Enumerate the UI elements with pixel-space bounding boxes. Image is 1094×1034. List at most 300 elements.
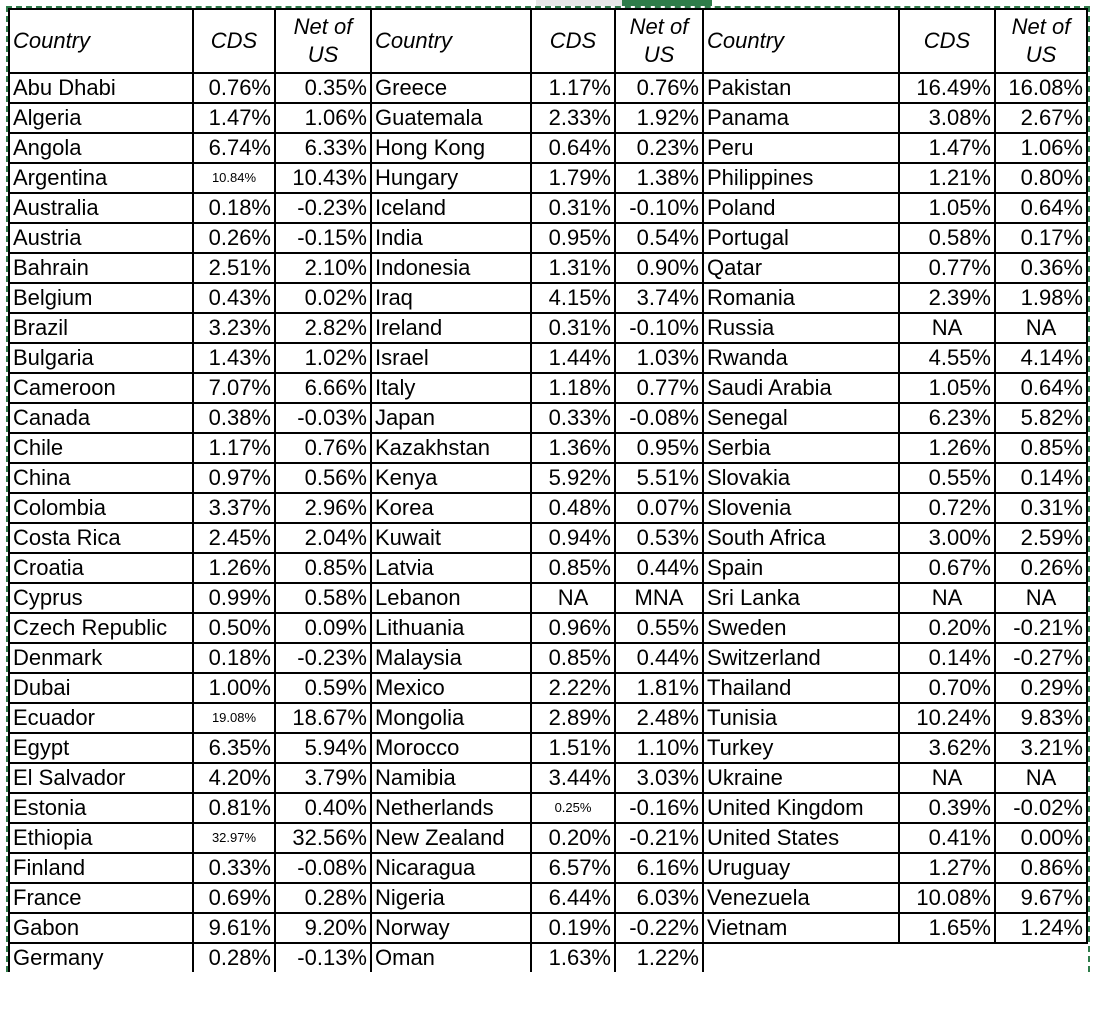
cds-cell[interactable]: 0.28% [193, 943, 275, 972]
country-cell[interactable]: Hungary [371, 163, 531, 193]
net-of-us-cell[interactable]: 0.31% [995, 493, 1087, 523]
cds-cell[interactable]: 1.05% [899, 373, 995, 403]
country-cell[interactable]: Ireland [371, 313, 531, 343]
country-cell[interactable]: Austria [9, 223, 193, 253]
country-cell[interactable]: Tunisia [703, 703, 899, 733]
table-row [9, 283, 1087, 313]
net-of-us-cell[interactable]: 0.36% [995, 253, 1087, 283]
country-cell[interactable]: Philippines [703, 163, 899, 193]
net-of-us-cell[interactable]: 1.38% [615, 163, 703, 193]
cds-cell[interactable]: 1.51% [531, 733, 615, 763]
net-of-us-cell[interactable]: -0.21% [995, 613, 1087, 643]
country-cell[interactable]: Bahrain [9, 253, 193, 283]
cds-cell[interactable]: 0.48% [531, 493, 615, 523]
net-of-us-cell[interactable]: 2.96% [275, 493, 371, 523]
net-of-us-cell[interactable]: 0.64% [995, 373, 1087, 403]
cds-cell[interactable]: 7.07% [193, 373, 275, 403]
net-of-us-cell[interactable]: NA [995, 313, 1087, 343]
country-cell[interactable]: Bulgaria [9, 343, 193, 373]
country-cell[interactable]: Indonesia [371, 253, 531, 283]
cds-cell[interactable]: 0.70% [899, 673, 995, 703]
cds-cell[interactable]: 6.35% [193, 733, 275, 763]
country-cell[interactable]: Russia [703, 313, 899, 343]
header-cds[interactable]: CDS [531, 9, 615, 73]
cds-cell[interactable]: 0.72% [899, 493, 995, 523]
net-of-us-cell[interactable]: 1.92% [615, 103, 703, 133]
cds-cell[interactable]: 1.21% [899, 163, 995, 193]
cds-cell[interactable]: 1.00% [193, 673, 275, 703]
country-cell[interactable]: Korea [371, 493, 531, 523]
table-row [9, 253, 1087, 283]
net-of-us-cell[interactable]: 5.82% [995, 403, 1087, 433]
net-of-us-cell[interactable]: -0.03% [275, 403, 371, 433]
country-cell[interactable]: Australia [9, 193, 193, 223]
net-of-us-cell[interactable]: 18.67% [275, 703, 371, 733]
country-cell[interactable]: Netherlands [371, 793, 531, 823]
country-cell[interactable]: Sweden [703, 613, 899, 643]
net-of-us-cell[interactable]: -0.21% [615, 823, 703, 853]
header-country[interactable]: Country [703, 9, 899, 73]
table-row [9, 133, 1087, 163]
country-cell[interactable]: Greece [371, 73, 531, 103]
cds-cell[interactable]: 0.85% [531, 643, 615, 673]
net-of-us-cell[interactable]: 0.00% [995, 823, 1087, 853]
net-of-us-cell[interactable]: 0.85% [275, 553, 371, 583]
cds-cell[interactable]: 1.65% [899, 913, 995, 943]
cds-cell[interactable]: NA [899, 763, 995, 793]
cds-cell[interactable]: 0.33% [531, 403, 615, 433]
country-cell[interactable]: Kazakhstan [371, 433, 531, 463]
cds-cell[interactable]: 0.55% [899, 463, 995, 493]
country-cell[interactable]: Estonia [9, 793, 193, 823]
net-of-us-cell[interactable]: -0.27% [995, 643, 1087, 673]
country-cell[interactable]: Cyprus [9, 583, 193, 613]
country-cell[interactable]: Algeria [9, 103, 193, 133]
cds-cell[interactable]: NA [531, 583, 615, 613]
cds-cell[interactable]: 5.92% [531, 463, 615, 493]
cds-cell[interactable]: 0.31% [531, 313, 615, 343]
cds-cell[interactable]: 1.47% [899, 133, 995, 163]
net-of-us-cell[interactable]: 6.66% [275, 373, 371, 403]
header-country[interactable]: Country [9, 9, 193, 73]
country-cell[interactable]: Croatia [9, 553, 193, 583]
net-of-us-cell[interactable]: 2.48% [615, 703, 703, 733]
country-cell[interactable]: Mexico [371, 673, 531, 703]
cds-cell[interactable]: 10.84% [193, 163, 275, 193]
net-of-us-cell[interactable]: 1.24% [995, 913, 1087, 943]
cds-cell[interactable]: 1.36% [531, 433, 615, 463]
cds-cell[interactable]: 3.62% [899, 733, 995, 763]
country-cell[interactable]: Serbia [703, 433, 899, 463]
country-cell[interactable]: Ethiopia [9, 823, 193, 853]
cds-cell[interactable]: 1.17% [193, 433, 275, 463]
country-cell[interactable]: South Africa [703, 523, 899, 553]
cds-cell[interactable]: 6.23% [899, 403, 995, 433]
country-cell[interactable]: Vietnam [703, 913, 899, 943]
country-cell[interactable]: Romania [703, 283, 899, 313]
country-cell[interactable]: Ecuador [9, 703, 193, 733]
cds-cell[interactable]: 2.51% [193, 253, 275, 283]
country-cell[interactable]: Spain [703, 553, 899, 583]
country-cell[interactable]: China [9, 463, 193, 493]
cds-cell[interactable]: 1.26% [193, 553, 275, 583]
cds-cell[interactable]: 0.18% [193, 193, 275, 223]
spreadsheet-selection[interactable] [6, 6, 1090, 972]
country-cell[interactable]: Kenya [371, 463, 531, 493]
header-net-of-us[interactable] [275, 9, 371, 73]
net-of-us-cell[interactable]: 9.67% [995, 883, 1087, 913]
country-cell[interactable]: Ukraine [703, 763, 899, 793]
net-of-us-cell[interactable]: 1.03% [615, 343, 703, 373]
cds-cell[interactable]: 6.57% [531, 853, 615, 883]
country-cell[interactable]: Norway [371, 913, 531, 943]
country-cell[interactable]: Venezuela [703, 883, 899, 913]
country-cell[interactable]: Namibia [371, 763, 531, 793]
net-of-us-cell[interactable]: 0.56% [275, 463, 371, 493]
cds-cell[interactable]: 0.25% [531, 793, 615, 823]
table-row [9, 313, 1087, 343]
table-row [9, 913, 1087, 943]
net-of-us-cell[interactable]: 3.79% [275, 763, 371, 793]
country-cell[interactable]: India [371, 223, 531, 253]
net-of-us-cell[interactable]: -0.16% [615, 793, 703, 823]
cds-cell[interactable]: 3.37% [193, 493, 275, 523]
net-of-us-cell[interactable]: 1.02% [275, 343, 371, 373]
cds-cell[interactable]: 1.44% [531, 343, 615, 373]
country-cell[interactable]: Turkey [703, 733, 899, 763]
net-of-us-cell[interactable]: 0.85% [995, 433, 1087, 463]
empty-cell[interactable] [899, 943, 995, 972]
net-of-us-cell[interactable]: 3.21% [995, 733, 1087, 763]
country-cell[interactable]: Portugal [703, 223, 899, 253]
country-cell[interactable]: Pakistan [703, 73, 899, 103]
net-of-us-cell[interactable]: 6.16% [615, 853, 703, 883]
net-of-us-cell[interactable]: NA [995, 583, 1087, 613]
net-of-us-cell[interactable]: 0.17% [995, 223, 1087, 253]
net-of-us-cell[interactable]: 0.86% [995, 853, 1087, 883]
cds-cell[interactable]: 3.00% [899, 523, 995, 553]
cds-cell[interactable]: 0.76% [193, 73, 275, 103]
country-cell[interactable]: Saudi Arabia [703, 373, 899, 403]
country-cell[interactable]: Latvia [371, 553, 531, 583]
country-cell[interactable]: Kuwait [371, 523, 531, 553]
cds-cell[interactable]: 2.45% [193, 523, 275, 553]
table-row [9, 673, 1087, 703]
country-cell[interactable]: United Kingdom [703, 793, 899, 823]
net-of-us-cell[interactable]: 0.29% [995, 673, 1087, 703]
country-cell[interactable]: Egypt [9, 733, 193, 763]
country-cell[interactable]: Costa Rica [9, 523, 193, 553]
net-of-us-cell[interactable]: 0.09% [275, 613, 371, 643]
country-cell[interactable]: Finland [9, 853, 193, 883]
country-cell[interactable]: Iceland [371, 193, 531, 223]
header-net-line2: US [643, 42, 675, 67]
cds-cell[interactable]: 0.33% [193, 853, 275, 883]
net-of-us-cell[interactable]: 1.81% [615, 673, 703, 703]
country-cell[interactable]: Gabon [9, 913, 193, 943]
cds-cell[interactable]: 2.89% [531, 703, 615, 733]
country-cell[interactable]: Malaysia [371, 643, 531, 673]
country-cell[interactable]: Iraq [371, 283, 531, 313]
country-cell[interactable]: Colombia [9, 493, 193, 523]
cds-cell[interactable]: 1.17% [531, 73, 615, 103]
net-of-us-cell[interactable]: 0.76% [615, 73, 703, 103]
cds-cell[interactable]: 0.97% [193, 463, 275, 493]
country-cell[interactable]: Denmark [9, 643, 193, 673]
header-net-line2: US [307, 42, 339, 67]
cds-cell[interactable]: NA [899, 583, 995, 613]
net-of-us-cell[interactable]: 2.59% [995, 523, 1087, 553]
cds-cell[interactable]: 0.99% [193, 583, 275, 613]
net-of-us-cell[interactable]: 5.94% [275, 733, 371, 763]
net-of-us-cell[interactable]: 0.35% [275, 73, 371, 103]
net-of-us-cell[interactable]: 0.26% [995, 553, 1087, 583]
country-cell[interactable]: Cameroon [9, 373, 193, 403]
net-of-us-cell[interactable]: 0.54% [615, 223, 703, 253]
net-of-us-cell[interactable]: 0.80% [995, 163, 1087, 193]
cds-cell[interactable]: 1.79% [531, 163, 615, 193]
cds-cell[interactable]: 32.97% [193, 823, 275, 853]
cds-cell[interactable]: 0.77% [899, 253, 995, 283]
net-of-us-cell[interactable]: 9.20% [275, 913, 371, 943]
net-of-us-cell[interactable]: 6.33% [275, 133, 371, 163]
cds-cell[interactable]: 1.26% [899, 433, 995, 463]
net-of-us-cell[interactable]: 10.43% [275, 163, 371, 193]
net-of-us-cell[interactable]: 1.06% [995, 133, 1087, 163]
table-row [9, 103, 1087, 133]
net-of-us-cell[interactable]: -0.15% [275, 223, 371, 253]
net-of-us-cell[interactable]: 0.58% [275, 583, 371, 613]
cds-cell[interactable]: 0.94% [531, 523, 615, 553]
country-cell[interactable]: Israel [371, 343, 531, 373]
net-of-us-cell[interactable]: 32.56% [275, 823, 371, 853]
cds-cell[interactable]: 0.58% [899, 223, 995, 253]
cds-cell[interactable]: 0.20% [899, 613, 995, 643]
net-of-us-cell[interactable]: -0.22% [615, 913, 703, 943]
cds-cell[interactable]: 0.14% [899, 643, 995, 673]
cds-cell[interactable]: 4.20% [193, 763, 275, 793]
cds-cell[interactable]: 3.23% [193, 313, 275, 343]
cds-cell[interactable]: 0.50% [193, 613, 275, 643]
header-net-of-us[interactable] [615, 9, 703, 73]
country-cell[interactable]: Slovakia [703, 463, 899, 493]
net-of-us-cell[interactable]: 0.44% [615, 643, 703, 673]
net-of-us-cell[interactable]: -0.10% [615, 313, 703, 343]
cds-cell[interactable]: 3.08% [899, 103, 995, 133]
table-row [9, 883, 1087, 913]
net-of-us-cell[interactable]: 0.02% [275, 283, 371, 313]
table-row [9, 343, 1087, 373]
country-cell[interactable]: Morocco [371, 733, 531, 763]
cds-cell[interactable]: 0.31% [531, 193, 615, 223]
table-row [9, 373, 1087, 403]
net-of-us-cell[interactable]: -0.02% [995, 793, 1087, 823]
table-row [9, 493, 1087, 523]
country-cell[interactable]: Slovenia [703, 493, 899, 523]
country-cell[interactable]: Germany [9, 943, 193, 972]
net-of-us-cell[interactable]: MNA [615, 583, 703, 613]
net-of-us-cell[interactable]: 2.67% [995, 103, 1087, 133]
cds-cell[interactable]: 10.24% [899, 703, 995, 733]
cds-cell[interactable]: 3.44% [531, 763, 615, 793]
country-cell[interactable]: France [9, 883, 193, 913]
net-of-us-cell[interactable]: -0.08% [275, 853, 371, 883]
cds-cell[interactable]: 0.96% [531, 613, 615, 643]
cds-cell[interactable]: 0.95% [531, 223, 615, 253]
cds-cell[interactable]: 1.63% [531, 943, 615, 972]
net-of-us-cell[interactable]: 1.22% [615, 943, 703, 972]
cds-cell[interactable]: 0.38% [193, 403, 275, 433]
net-of-us-cell[interactable]: 2.04% [275, 523, 371, 553]
net-of-us-cell[interactable]: 1.10% [615, 733, 703, 763]
cds-cell[interactable]: 19.08% [193, 703, 275, 733]
cds-cell[interactable]: 1.27% [899, 853, 995, 883]
cds-cell[interactable]: 1.47% [193, 103, 275, 133]
cds-cell[interactable]: 0.64% [531, 133, 615, 163]
cds-cell[interactable]: 0.26% [193, 223, 275, 253]
country-cell[interactable]: Poland [703, 193, 899, 223]
country-cell[interactable]: Qatar [703, 253, 899, 283]
cds-cell[interactable]: 4.55% [899, 343, 995, 373]
cds-cell[interactable]: 0.41% [899, 823, 995, 853]
cds-cell[interactable]: 2.39% [899, 283, 995, 313]
cds-cell[interactable]: 6.74% [193, 133, 275, 163]
country-cell[interactable]: Abu Dhabi [9, 73, 193, 103]
net-of-us-cell[interactable]: 0.23% [615, 133, 703, 163]
country-cell[interactable]: Canada [9, 403, 193, 433]
country-cell[interactable]: Dubai [9, 673, 193, 703]
net-of-us-cell[interactable]: 0.64% [995, 193, 1087, 223]
cds-cell[interactable]: 0.19% [531, 913, 615, 943]
net-of-us-cell[interactable]: 2.10% [275, 253, 371, 283]
country-cell[interactable]: Angola [9, 133, 193, 163]
country-cell[interactable]: Panama [703, 103, 899, 133]
net-of-us-cell[interactable]: 6.03% [615, 883, 703, 913]
table-row [9, 943, 1087, 972]
country-cell[interactable]: Senegal [703, 403, 899, 433]
cds-cell[interactable]: NA [899, 313, 995, 343]
net-of-us-cell[interactable]: 0.40% [275, 793, 371, 823]
header-country[interactable]: Country [371, 9, 531, 73]
net-of-us-cell[interactable]: 5.51% [615, 463, 703, 493]
cds-cell[interactable]: 0.39% [899, 793, 995, 823]
country-cell[interactable]: Nigeria [371, 883, 531, 913]
country-cell[interactable]: Hong Kong [371, 133, 531, 163]
net-of-us-cell[interactable]: 9.83% [995, 703, 1087, 733]
country-cell[interactable]: Uruguay [703, 853, 899, 883]
country-cell[interactable]: Japan [371, 403, 531, 433]
empty-cell[interactable] [995, 943, 1087, 972]
net-of-us-cell[interactable]: 0.14% [995, 463, 1087, 493]
net-of-us-cell[interactable]: 1.98% [995, 283, 1087, 313]
cds-cell[interactable]: 1.18% [531, 373, 615, 403]
country-cell[interactable]: Italy [371, 373, 531, 403]
cds-cell[interactable]: 0.85% [531, 553, 615, 583]
cds-cell[interactable]: 6.44% [531, 883, 615, 913]
cds-cell[interactable]: 0.18% [193, 643, 275, 673]
cds-cell[interactable]: 0.81% [193, 793, 275, 823]
country-cell[interactable]: Mongolia [371, 703, 531, 733]
country-cell[interactable]: Chile [9, 433, 193, 463]
cds-cell[interactable]: 4.15% [531, 283, 615, 313]
net-of-us-cell[interactable]: 0.53% [615, 523, 703, 553]
country-cell[interactable]: Nicaragua [371, 853, 531, 883]
net-of-us-cell[interactable]: 16.08% [995, 73, 1087, 103]
net-of-us-cell[interactable]: 4.14% [995, 343, 1087, 373]
net-of-us-cell[interactable]: NA [995, 763, 1087, 793]
country-cell[interactable]: Brazil [9, 313, 193, 343]
net-of-us-cell[interactable]: 0.77% [615, 373, 703, 403]
country-cell[interactable]: Lithuania [371, 613, 531, 643]
net-of-us-cell[interactable]: -0.23% [275, 193, 371, 223]
net-of-us-cell[interactable]: 3.74% [615, 283, 703, 313]
cds-cell[interactable]: 10.08% [899, 883, 995, 913]
cds-cell[interactable]: 0.67% [899, 553, 995, 583]
table-row [9, 163, 1087, 193]
net-of-us-cell[interactable]: -0.23% [275, 643, 371, 673]
header-cds[interactable]: CDS [899, 9, 995, 73]
cds-cell[interactable]: 9.61% [193, 913, 275, 943]
country-cell[interactable]: Thailand [703, 673, 899, 703]
net-of-us-cell[interactable]: 1.06% [275, 103, 371, 133]
cds-cell[interactable]: 2.22% [531, 673, 615, 703]
net-of-us-cell[interactable]: 0.76% [275, 433, 371, 463]
net-of-us-cell[interactable]: -0.10% [615, 193, 703, 223]
net-of-us-cell[interactable]: 0.44% [615, 553, 703, 583]
table-row [9, 583, 1087, 613]
header-net-line1: Net of [1011, 14, 1071, 39]
cds-cell[interactable]: 0.43% [193, 283, 275, 313]
net-of-us-cell[interactable]: 0.59% [275, 673, 371, 703]
empty-cell[interactable] [703, 943, 899, 972]
cds-cell[interactable]: 0.69% [193, 883, 275, 913]
net-of-us-cell[interactable]: 0.95% [615, 433, 703, 463]
country-cell[interactable]: Guatemala [371, 103, 531, 133]
header-cds[interactable]: CDS [193, 9, 275, 73]
cds-cell[interactable]: 1.43% [193, 343, 275, 373]
country-cell[interactable]: Switzerland [703, 643, 899, 673]
country-cell[interactable]: Sri Lanka [703, 583, 899, 613]
net-of-us-cell[interactable]: 0.07% [615, 493, 703, 523]
table-body [9, 73, 1087, 972]
country-cell[interactable]: Peru [703, 133, 899, 163]
cds-cell[interactable]: 2.33% [531, 103, 615, 133]
net-of-us-cell[interactable]: 0.90% [615, 253, 703, 283]
country-cell[interactable]: Czech Republic [9, 613, 193, 643]
cds-cell[interactable]: 1.05% [899, 193, 995, 223]
header-net-of-us[interactable] [995, 9, 1087, 73]
country-cell[interactable]: New Zealand [371, 823, 531, 853]
net-of-us-cell[interactable]: 0.28% [275, 883, 371, 913]
cds-cell[interactable]: 16.49% [899, 73, 995, 103]
country-cell[interactable]: Belgium [9, 283, 193, 313]
country-cell[interactable]: Rwanda [703, 343, 899, 373]
cds-cell[interactable]: 0.20% [531, 823, 615, 853]
net-of-us-cell[interactable]: 0.55% [615, 613, 703, 643]
country-cell[interactable]: Lebanon [371, 583, 531, 613]
country-cell[interactable]: Oman [371, 943, 531, 972]
net-of-us-cell[interactable]: -0.13% [275, 943, 371, 972]
country-cell[interactable]: El Salvador [9, 763, 193, 793]
net-of-us-cell[interactable]: -0.08% [615, 403, 703, 433]
net-of-us-cell[interactable]: 2.82% [275, 313, 371, 343]
country-cell[interactable]: United States [703, 823, 899, 853]
country-cell[interactable]: Argentina [9, 163, 193, 193]
table-row [9, 523, 1087, 553]
cds-cell[interactable]: 1.31% [531, 253, 615, 283]
net-of-us-cell[interactable]: 3.03% [615, 763, 703, 793]
table-row [9, 703, 1087, 733]
